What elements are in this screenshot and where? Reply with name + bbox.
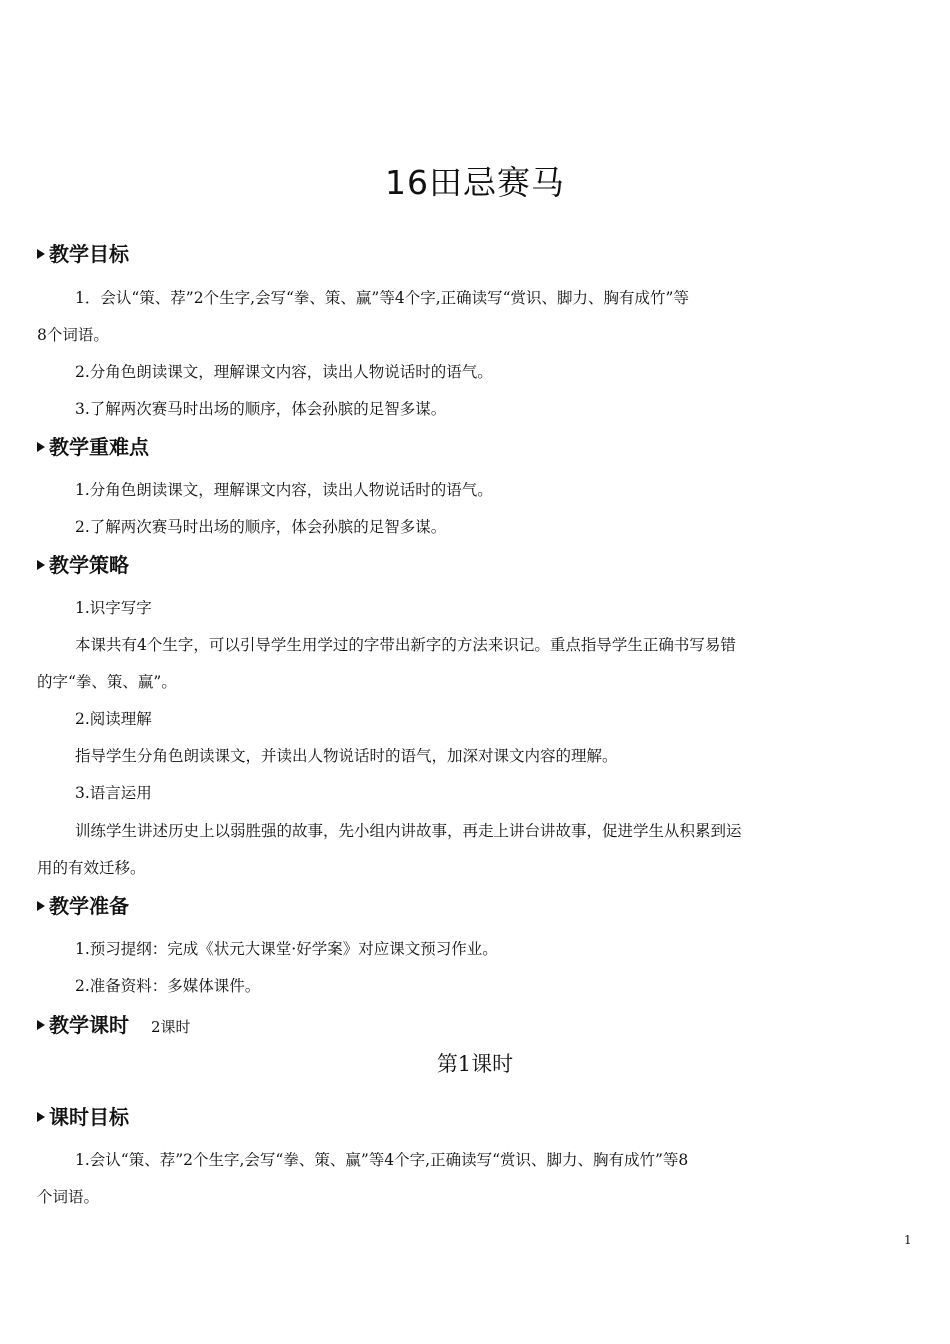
period-objective-line: 1.会认“策、荐”2个生字,会写“拳、策、赢”等4个字,正确读写“赏识、脚力、胸有成竹”等8 [75, 1151, 689, 1169]
lesson-title: 16田忌赛马 [385, 163, 565, 202]
section-heading-hours [37, 1009, 191, 1038]
key-point-line: 1.分角色朗读课文，理解课文内容，读出人物说话时的语气。 [75, 481, 493, 499]
section-heading-objectives [37, 238, 129, 267]
period-objective-line: 个词语。 [37, 1188, 100, 1206]
page-number: 1 [904, 1233, 912, 1247]
heading-text: 课时目标 [49, 1105, 129, 1129]
hours-value: 2课时 [151, 1018, 191, 1036]
objective-line: 1．会认“策、荐”2个生字,会写“拳、策、赢”等4个字,正确读写“赏识、脚力、胸有成竹”等 [75, 289, 689, 307]
triangle-bullet-icon [37, 560, 45, 570]
strategy-line: 3.语言运用 [75, 784, 152, 802]
heading-text: 教学重难点 [49, 435, 149, 459]
section-heading-preparation [37, 890, 129, 919]
triangle-bullet-icon [37, 901, 45, 911]
section-heading-strategy [37, 549, 129, 578]
objective-line: 8个词语。 [37, 326, 109, 344]
triangle-bullet-icon [37, 249, 45, 259]
heading-text: 教学课时 [49, 1013, 129, 1037]
strategy-line: 的字“拳、策、赢”。 [37, 673, 177, 691]
lesson-period-title: 第1课时 [436, 1052, 514, 1076]
heading-text: 教学策略 [49, 553, 129, 577]
strategy-line: 训练学生讲述历史上以弱胜强的故事，先小组内讲故事，再走上讲台讲故事，促进学生从积累到运 [75, 822, 742, 840]
strategy-line: 本课共有4个生字，可以引导学生用学过的字带出新字的方法来识记。重点指导学生正确书写易错 [75, 636, 736, 654]
heading-text: 教学准备 [49, 894, 129, 918]
strategy-line: 指导学生分角色朗读课文，并读出人物说话时的语气，加深对课文内容的理解。 [75, 747, 618, 765]
section-heading-period-objectives [37, 1101, 129, 1130]
triangle-bullet-icon [37, 442, 45, 452]
strategy-line: 1.识字写字 [75, 599, 152, 617]
strategy-line: 2.阅读理解 [75, 710, 152, 728]
preparation-line: 2.准备资料：多媒体课件。 [75, 977, 261, 995]
preparation-line: 1.预习提纲：完成《状元大课堂·好学案》对应课文预习作业。 [75, 940, 498, 958]
triangle-bullet-icon [37, 1020, 45, 1030]
heading-text: 教学目标 [49, 242, 129, 266]
objective-line: 3.了解两次赛马时出场的顺序，体会孙膑的足智多谋。 [75, 400, 447, 418]
key-point-line: 2.了解两次赛马时出场的顺序，体会孙膑的足智多谋。 [75, 518, 447, 536]
triangle-bullet-icon [37, 1112, 45, 1122]
section-heading-key-points [37, 431, 149, 460]
strategy-line: 用的有效迁移。 [37, 859, 146, 877]
objective-line: 2.分角色朗读课文，理解课文内容，读出人物说话时的语气。 [75, 363, 493, 381]
